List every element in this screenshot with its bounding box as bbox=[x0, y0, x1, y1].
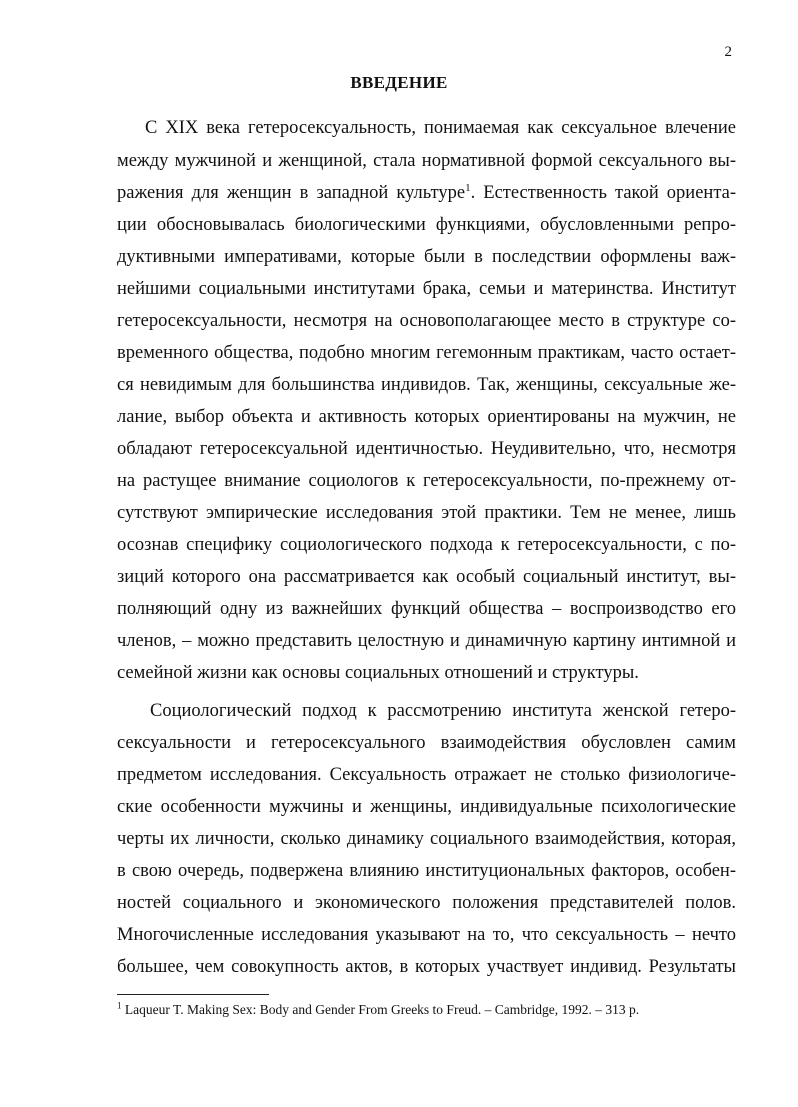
text-line: дуктивными императивами, которые были в последствии оформлены важ- bbox=[117, 247, 736, 267]
text-line: ностей социального и экономического положения представителей полов. bbox=[117, 893, 736, 913]
text-fragment: ражения для женщин в западной культуре bbox=[117, 183, 466, 203]
footnote-ref[interactable]: 1 bbox=[465, 181, 471, 194]
text-line: ся невидимым для большинства индивидов. Так, женщины, сексуальные же- bbox=[117, 375, 736, 395]
text-line: осознав специфику социологического подхода к гетеросексуальности, с по- bbox=[117, 535, 736, 555]
text-line: С XIX века гетеросексуальность, понимаемая как сексуальное влечение bbox=[145, 118, 736, 138]
page-number: 2 bbox=[724, 44, 732, 60]
text-line: большее, чем совокупность актов, в которых участвует индивид. Результаты bbox=[117, 957, 736, 977]
text-line bbox=[117, 183, 736, 204]
text-line: лание, выбор объекта и активность которых ориентированы на мужчин, не bbox=[117, 407, 736, 427]
text-line: Многочисленные исследования указывают на то, что сексуальность – нечто bbox=[117, 925, 736, 945]
text-line: семейной жизни как основы социальных отношений и структуры. bbox=[117, 663, 639, 683]
text-line: полняющий одну из важнейших функций общества – воспроизводство его bbox=[117, 599, 736, 619]
text-line: на растущее внимание социологов к гетеросексуальности, по-прежнему от- bbox=[117, 471, 736, 491]
text-line: ские особенности мужчины и женщины, индивидуальные психологические bbox=[117, 797, 736, 817]
text-line: между мужчиной и женщиной, стала нормативной формой сексуального вы- bbox=[117, 151, 736, 171]
text-line: сексуальности и гетеросексуального взаимодействия обусловлен самим bbox=[117, 733, 736, 753]
footnote-marker: 1 bbox=[117, 1000, 122, 1011]
text-line: нейшими социальными институтами брака, семьи и материнства. Институт bbox=[117, 279, 736, 299]
text-line: предметом исследования. Сексуальность отражает не столько физиологиче- bbox=[117, 765, 736, 785]
text-line: Социологический подход к рассмотрению института женской гетеро- bbox=[150, 701, 736, 721]
text-line: гетеросексуальности, несмотря на основополагающее место в структуре со- bbox=[117, 311, 736, 331]
text-line: в свою очередь, подвержена влиянию институциональных факторов, особен- bbox=[117, 861, 736, 881]
text-line: ции обосновывалась биологическими функциями, обусловленными репро- bbox=[117, 215, 736, 235]
text-line: зиций которого она рассматривается как особый социальный институт, вы- bbox=[117, 567, 736, 587]
text-line: сутствуют эмпирические исследования этой практики. Тем не менее, лишь bbox=[117, 503, 736, 523]
footnote-text: Laqueur T. Making Sex: Body and Gender From Greeks to Freud. – Cambridge, 1992. – 313 p. bbox=[121, 1002, 640, 1017]
text-fragment: . Естественность такой ориента- bbox=[470, 183, 737, 203]
page-title: ВВЕДЕНИЕ bbox=[350, 73, 448, 92]
text-line: обладают гетеросексуальной идентичностью. Неудивительно, что, несмотря bbox=[117, 439, 736, 459]
text-line: временного общества, подобно многим гегемонным практикам, часто остает- bbox=[117, 343, 736, 363]
text-line: членов, – можно представить целостную и динамичную картину интимной и bbox=[117, 631, 736, 651]
footnote-divider bbox=[117, 994, 269, 995]
text-line: черты их личности, сколько динамику социального взаимодействия, которая, bbox=[117, 829, 736, 849]
footnote bbox=[117, 1002, 639, 1018]
